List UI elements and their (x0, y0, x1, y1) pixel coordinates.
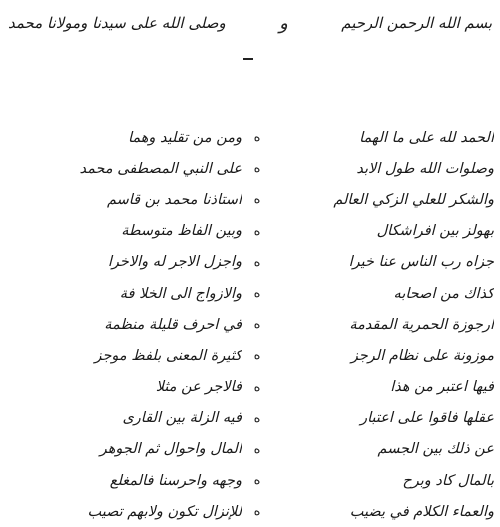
verse-line (8, 122, 494, 153)
verse-line (8, 247, 494, 278)
second-hemistich: كثيرة المعنى بلفظ موجز (94, 347, 242, 364)
verse-line (8, 465, 494, 496)
verse-list (8, 122, 494, 527)
first-hemistich: ارجوزة الحمرية المقدمة (349, 316, 494, 333)
first-hemistich: جزاه رب الناس عنا خيرا (348, 254, 494, 271)
second-hemistich: فالاجر عن مثلا (155, 379, 242, 396)
verse-marker: ه (253, 410, 261, 426)
verse-line (8, 340, 494, 371)
first-hemistich: بالمال كاد وبرح (402, 472, 494, 489)
divider-stroke (243, 58, 253, 60)
verse-marker: ه (253, 130, 261, 146)
verse-line (8, 216, 494, 247)
first-hemistich: والعماء الكلام في يضيب (349, 503, 494, 520)
verse-marker: ه (253, 161, 261, 177)
verse-marker: ه (253, 286, 261, 302)
verse-marker: ه (253, 473, 261, 489)
verse-line (8, 309, 494, 340)
first-hemistich: وصلوات الله طول الابد (356, 160, 494, 177)
salawat: وصلى الله على سيدنا ومولانا محمد (8, 14, 226, 32)
verse-line (8, 278, 494, 309)
basmala: بسم الله الرحمن الرحيم (341, 14, 492, 32)
second-hemistich: وجهه واحرسنا فالمغلع (109, 472, 242, 489)
first-hemistich: عن ذلك بين الجسم (377, 441, 494, 458)
invocation-line (8, 6, 492, 40)
first-hemistich: الحمد لله على ما الهما (359, 129, 494, 146)
second-hemistich: فيه الزلة بين القارى (122, 410, 242, 427)
verse-marker: ه (253, 379, 261, 395)
verse-marker: ه (253, 348, 261, 364)
second-hemistich: والازواج الى الخلا فة (119, 285, 242, 302)
verse-marker: ه (253, 223, 261, 239)
verse-line (8, 434, 494, 465)
first-hemistich: كذاك من اصحابه (393, 285, 494, 302)
first-hemistich: عقلها فاقوا على اعتبار (360, 410, 494, 427)
first-hemistich: والشكر للعلي الزكي العالم (333, 191, 494, 208)
verse-line (8, 184, 494, 215)
verse-marker: ه (253, 441, 261, 457)
second-hemistich: وبين الفاظ متوسطة (121, 223, 242, 240)
second-hemistich: المال واحوال ثم الجوهر (99, 441, 242, 458)
second-hemistich: استاذنا محمد بن قاسم (106, 191, 242, 208)
verse-line (8, 153, 494, 184)
first-hemistich: بهولز بين افراشكال (376, 223, 494, 240)
verse-marker: ه (253, 192, 261, 208)
verse-marker: ه (253, 317, 261, 333)
verse-marker: ه (253, 254, 261, 270)
verse-marker: ه (253, 504, 261, 520)
verse-line (8, 372, 494, 403)
verse-line (8, 496, 494, 527)
verse-line (8, 403, 494, 434)
second-hemistich: ومن من تقليد وهما (127, 129, 242, 146)
second-hemistich: على النبي المصطفى محمد (79, 160, 242, 177)
second-hemistich: للإنزال تكون ولابهم تصيب (87, 503, 242, 520)
first-hemistich: موزونة على نظام الرجز (350, 347, 494, 364)
second-hemistich: في احرف قليلة منظمة (104, 316, 242, 333)
separator-ornament: و (279, 12, 288, 34)
second-hemistich: واجزل الاجر له والاخرا (107, 254, 242, 271)
first-hemistich: فيها اعتبر من هذا (390, 379, 494, 396)
